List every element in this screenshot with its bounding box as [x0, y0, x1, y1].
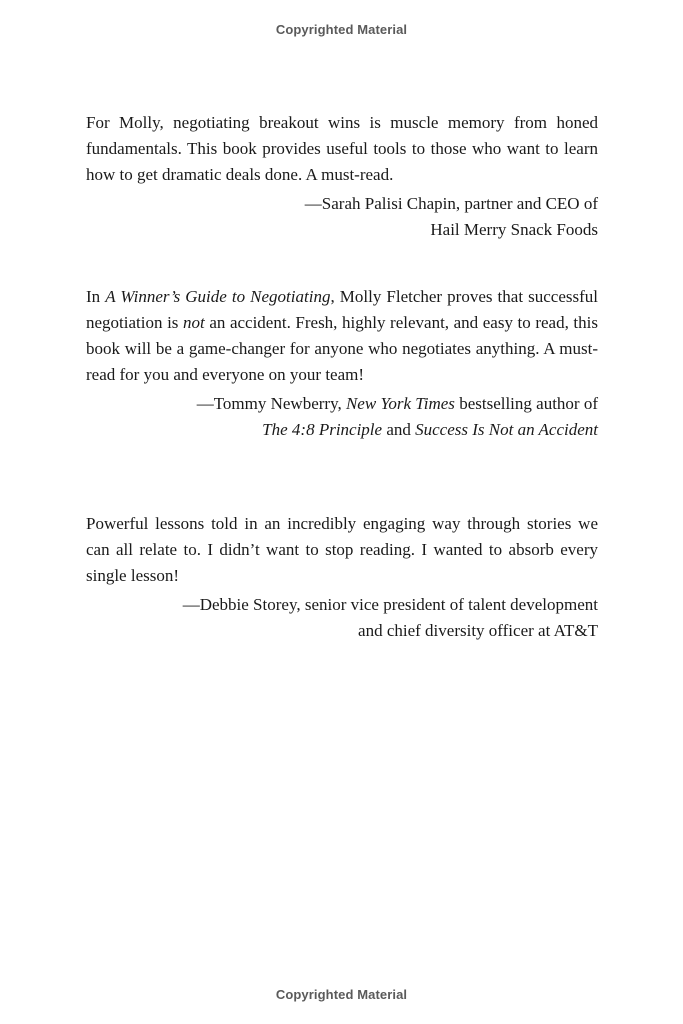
publication-italic: New York Times: [345, 394, 455, 413]
endorsement-attribution: [86, 592, 598, 644]
attribution-text: bestselling author of: [454, 394, 598, 413]
endorsement-blurb: [86, 110, 598, 243]
copyright-watermark-top: Copyrighted Material: [275, 22, 408, 37]
attribution-line: —Sarah Palisi Chapin, partner and CEO of: [304, 194, 598, 213]
copyright-watermark-bottom: Copyrighted Material: [275, 987, 408, 1002]
attribution-line: —Debbie Storey, senior vice president of talent development: [182, 595, 598, 614]
quote-text: an accident. Fresh, highly relevant, and easy to read, this book will be a game-changer for anyone who negotiates anything. A must-read for you and everyone on your team!: [86, 313, 598, 384]
attribution-text: and: [382, 420, 416, 439]
emphasis-italic: not: [183, 313, 205, 332]
attribution-text: —Tommy Newberry,: [196, 394, 346, 413]
endorsement-attribution: [86, 391, 598, 443]
endorsement-attribution: [86, 191, 598, 243]
quote-text: , Molly Fletcher proves that successful negotiation is: [86, 287, 598, 332]
book-title-italic: A Winner’s Guide to Negotiating: [105, 287, 331, 306]
attribution-line: and chief diversity officer at AT&T: [358, 621, 598, 640]
book-title-italic: Success Is Not an Accident: [415, 420, 598, 439]
attribution-line: [86, 417, 598, 443]
attribution-line: [86, 391, 598, 417]
attribution-line: Hail Merry Snack Foods: [430, 220, 598, 239]
endorsement-blurb: [86, 511, 598, 644]
quote-text: In: [86, 287, 106, 306]
endorsement-quote: Powerful lessons told in an incredibly engaging way through stories we can all relate to. I didn’t want to stop reading. I wanted to absorb every single lesson!: [86, 514, 598, 585]
endorsement-quote: [86, 284, 598, 388]
endorsement-blurb: [86, 284, 598, 443]
endorsement-quote: For Molly, negotiating breakout wins is muscle memory from honed fundamentals. This book provides useful tools to those who want to learn how to get dramatic deals done. A must-read.: [86, 113, 598, 184]
book-title-italic: The 4:8 Principle: [262, 420, 383, 439]
